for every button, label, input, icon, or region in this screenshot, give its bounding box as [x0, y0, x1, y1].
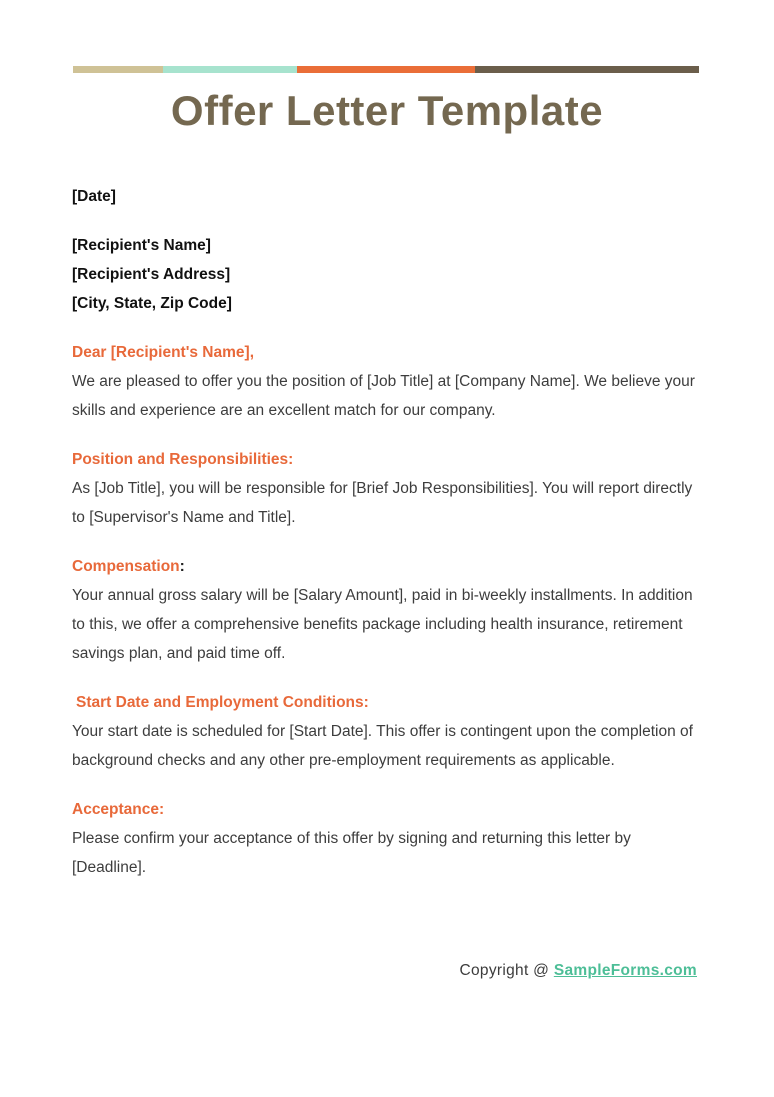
- sampleforms-link[interactable]: SampleForms.com: [553, 962, 697, 979]
- section-heading-text: Start Date and Employment Conditions: [76, 694, 364, 711]
- intro-paragraph: We are pleased to offer you the position of [Job Title] at [Company Name]. We believe your skills and experience are an excellent match for our company.: [72, 373, 695, 419]
- section-heading-colon: :: [288, 451, 294, 468]
- section-heading-colon: :: [179, 558, 185, 575]
- section-body-start-date: Your start date is scheduled for [Start Date]. This offer is contingent upon the completion of background checks and any other pre-employment requirements as applicable.: [72, 723, 693, 769]
- letter-body: [72, 182, 704, 882]
- section-heading-text: Compensation: [72, 558, 180, 575]
- section-heading-compensation: [72, 552, 704, 581]
- section-heading-text: Acceptance: [72, 801, 160, 818]
- bar-segment-brown: [475, 66, 699, 73]
- date-placeholder-line: [Date]: [72, 188, 116, 205]
- salutation-line: Dear [Recipient's Name],: [72, 344, 254, 361]
- section-acceptance: [72, 795, 704, 882]
- section-heading-colon: :: [363, 694, 369, 711]
- section-heading-colon: :: [159, 801, 165, 818]
- recipient-name-line: [Recipient's Name]: [72, 237, 211, 254]
- page-title: Offer Letter Template: [170, 87, 604, 134]
- section-body-compensation: Your annual gross salary will be [Salary Amount], paid in bi-weekly installments. In addition to this, we offer a comprehensive benefits package including health insurance, retirement savings plan, and paid time off.: [72, 587, 693, 662]
- decorative-color-bar: [73, 66, 699, 73]
- section-body-position: As [Job Title], you will be responsible for [Brief Job Responsibilities]. You will report directly to [Supervisor's Name and Title].: [72, 480, 693, 526]
- section-body-acceptance: Please confirm your acceptance of this offer by signing and returning this letter by [Deadline].: [72, 830, 631, 876]
- copyright-footer: [0, 960, 697, 982]
- section-heading-position: [72, 445, 704, 474]
- bar-segment-tan: [73, 66, 163, 73]
- section-position: [72, 445, 704, 532]
- section-compensation: [72, 552, 704, 668]
- bar-segment-mint: [163, 66, 297, 73]
- recipient-city-line: [City, State, Zip Code]: [72, 295, 232, 312]
- document-page: [0, 66, 774, 1097]
- recipient-address-block: [72, 231, 704, 318]
- bar-segment-orange: [297, 66, 475, 73]
- recipient-address-line: [Recipient's Address]: [72, 266, 231, 283]
- section-heading-start-date: [72, 688, 704, 717]
- section-heading-acceptance: [72, 795, 704, 824]
- section-heading-text: Position and Responsibilities: [72, 451, 289, 468]
- section-start-date: [72, 688, 704, 775]
- copyright-text: Copyright @: [459, 962, 554, 979]
